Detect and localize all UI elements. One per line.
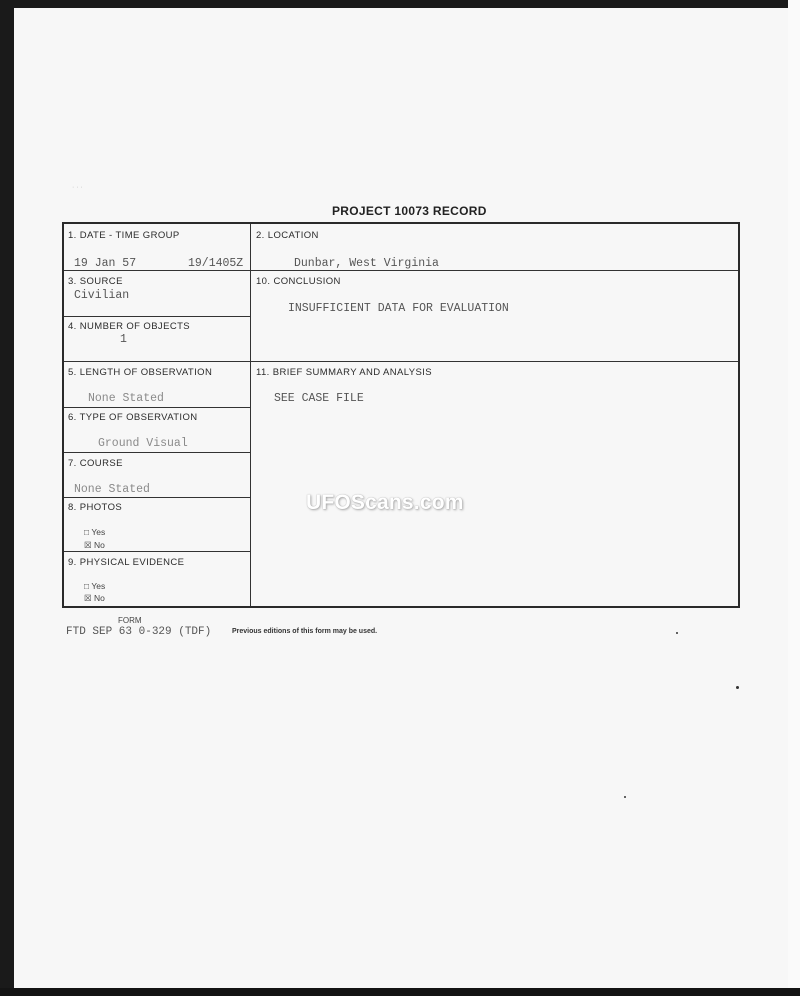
course-label: 7. COURSE xyxy=(68,458,123,469)
column-divider xyxy=(250,224,251,606)
footer-form-code: FTD SEP 63 0-329 (TDF) xyxy=(66,626,212,638)
rule xyxy=(64,361,250,362)
photos-yes-checkbox: □ Yes xyxy=(84,527,106,537)
number-of-objects-value: 1 xyxy=(120,333,127,346)
faint-mark: · · · xyxy=(72,184,83,191)
physical-evidence-label: 9. PHYSICAL EVIDENCE xyxy=(68,557,185,568)
scan-speck xyxy=(624,796,626,798)
length-of-observation-label: 5. LENGTH OF OBSERVATION xyxy=(68,367,213,378)
rule xyxy=(250,361,738,362)
rule xyxy=(250,270,738,271)
length-of-observation-value: None Stated xyxy=(88,392,164,405)
course-value: None Stated xyxy=(74,483,150,496)
summary-label: 11. BRIEF SUMMARY AND ANALYSIS xyxy=(256,367,433,378)
record-form xyxy=(62,222,740,608)
type-of-observation-value: Ground Visual xyxy=(98,437,188,450)
watermark: UFOScans.com xyxy=(306,491,464,514)
form-title: PROJECT 10073 RECORD xyxy=(332,204,487,218)
source-label: 3. SOURCE xyxy=(68,276,123,287)
scan-speck xyxy=(676,632,678,634)
scan-edge-bottom xyxy=(0,988,800,996)
date-value: 19 Jan 57 xyxy=(74,257,137,270)
date-time-label: 1. DATE - TIME GROUP xyxy=(68,230,180,241)
scan-speck xyxy=(736,686,739,689)
rule xyxy=(64,452,250,453)
rule xyxy=(64,551,250,552)
rule xyxy=(64,270,250,271)
photos-no-checkbox: ☒ No xyxy=(84,540,105,550)
source-value: Civilian xyxy=(74,289,130,302)
conclusion-label: 10. CONCLUSION xyxy=(256,276,341,287)
footer-form-word: FORM xyxy=(118,616,142,625)
photos-label: 8. PHOTOS xyxy=(68,502,123,513)
type-of-observation-label: 6. TYPE OF OBSERVATION xyxy=(68,412,198,423)
rule xyxy=(64,497,250,498)
location-label: 2. LOCATION xyxy=(256,230,319,241)
time-value: 19/1405Z xyxy=(188,257,244,270)
scan-edge xyxy=(788,0,800,996)
summary-value: SEE CASE FILE xyxy=(274,392,364,405)
rule xyxy=(64,316,250,317)
rule xyxy=(64,407,250,408)
conclusion-value: INSUFFICIENT DATA FOR EVALUATION xyxy=(288,302,509,315)
physical-evidence-no-checkbox: ☒ No xyxy=(84,593,105,603)
location-value: Dunbar, West Virginia xyxy=(294,257,439,270)
number-of-objects-label: 4. NUMBER OF OBJECTS xyxy=(68,321,191,332)
footer-note: Previous editions of this form may be used. xyxy=(232,628,378,635)
physical-evidence-yes-checkbox: □ Yes xyxy=(84,581,106,591)
